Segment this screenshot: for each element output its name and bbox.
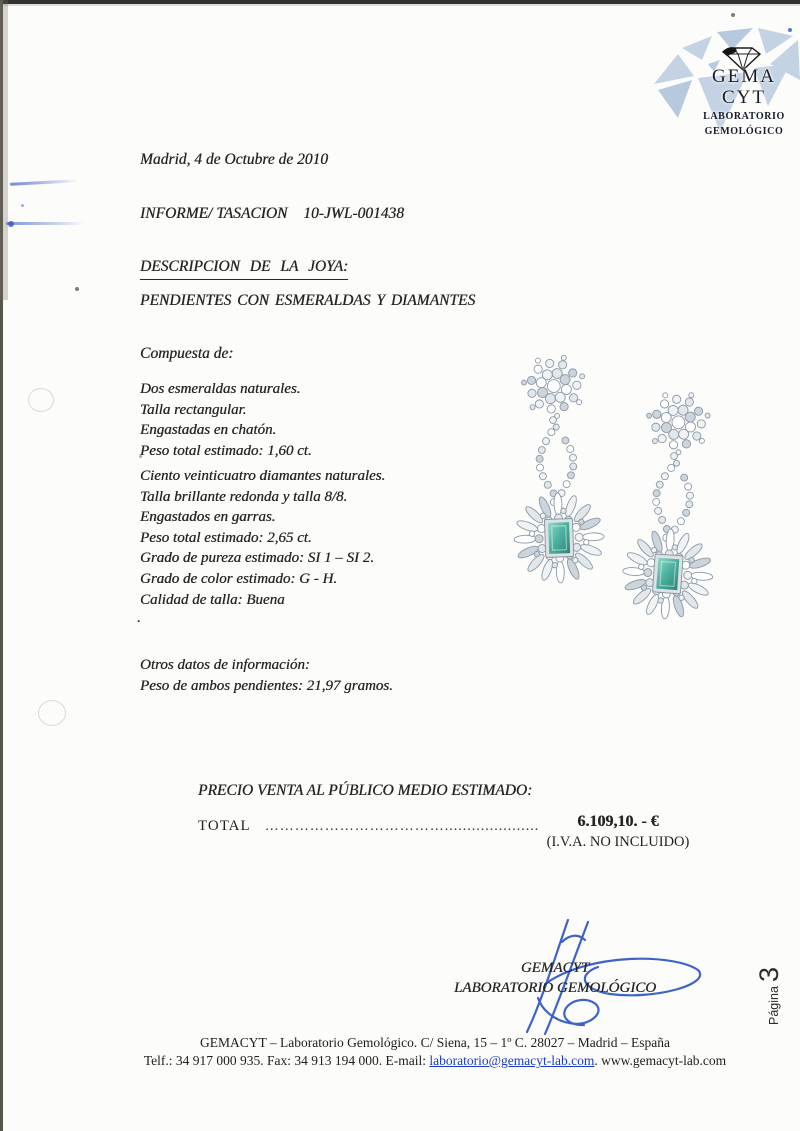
spec-line: Engastados en garras. — [140, 509, 276, 526]
spec-line: Talla brillante redonda y talla 8/8. — [140, 488, 348, 505]
footer-address: GEMACYT – Laboratorio Gemológico. C/ Siena, 15 – 1º C. 28027 – Madrid – España — [199, 1035, 670, 1050]
signature-company: GEMACYT — [520, 960, 590, 976]
item-title: PENDIENTES CON ESMERALDAS Y DIAMANTES — [140, 292, 476, 309]
scan-smudge — [38, 700, 66, 726]
dateline: Madrid, 4 de Octubre de 2010 — [140, 151, 328, 168]
spec-line: Engastadas en chatón. — [140, 422, 277, 439]
page-number — [756, 951, 792, 1041]
emeralds-spec-block — [140, 379, 312, 461]
diamonds-spec-block — [140, 466, 385, 610]
signature-lab: LABORATORIO GEMOLÓGICO — [453, 980, 657, 996]
report-label: INFORME/ TASACION — [140, 205, 288, 222]
pen-mark — [6, 222, 84, 225]
scan-speck — [731, 13, 735, 17]
scan-edge-top-shadow — [0, 4, 800, 6]
spec-line: Grado de pureza estimado: SI 1 – SI 2. — [140, 550, 375, 567]
spec-line: Dos esmeraldas naturales. — [140, 381, 301, 397]
stray-period: . — [137, 610, 141, 626]
spec-line: Calidad de talla: Buena — [140, 591, 285, 608]
logo-sub-line1: LABORATORIO — [703, 111, 785, 122]
logo-brand-line1: GEMA — [712, 66, 776, 87]
other-info-heading: Otros datos de información: — [140, 657, 310, 673]
logo-sub-line2: GEMOLÓGICO — [704, 125, 784, 137]
dot-leader: ………………………………..................... — [264, 819, 540, 834]
spec-line: Ciento veinticuatro diamantes naturales. — [140, 468, 386, 484]
price-amount-column — [538, 813, 698, 851]
report-number: 10-JWL-001438 — [303, 205, 405, 222]
footer-phone-fax: Telf.: 34 917 000 935. Fax: 34 913 194 000. E-mail: — [143, 1053, 430, 1068]
vat-note: (I.V.A. NO INCLUIDO) — [546, 834, 690, 850]
spec-line: Peso total estimado: 2,65 ct. — [140, 529, 312, 546]
gemacyt-logo — [620, 20, 800, 138]
logo-text — [686, 66, 800, 137]
other-info-line: Peso de ambos pendientes: 21,97 gramos. — [140, 677, 393, 694]
pen-mark — [21, 204, 24, 207]
composed-label: Compuesta de: — [140, 345, 234, 362]
description-heading: DESCRIPCION DE LA JOYA: — [140, 257, 348, 280]
footer-contacts — [70, 1052, 800, 1070]
report-reference — [140, 204, 404, 225]
other-info-block — [140, 655, 393, 696]
page-number-label: Página — [767, 986, 781, 1025]
page-number-value: 3 — [754, 967, 784, 983]
total-row — [198, 817, 539, 835]
logo-brand-line2: CYT — [722, 87, 766, 108]
price-heading: PRECIO VENTA AL PÚBLICO MEDIO ESTIMADO: — [198, 782, 533, 799]
spec-line: Grado de color estimado: G - H. — [140, 570, 338, 587]
spec-line: Talla rectangular. — [140, 401, 247, 418]
total-amount: 6.109,10. - € — [577, 813, 659, 830]
footer-website: . www.gemacyt-lab.com — [594, 1053, 727, 1068]
total-label: TOTAL — [198, 818, 251, 834]
footer — [70, 1034, 800, 1070]
scan-smudge — [28, 388, 54, 412]
earrings-photo — [492, 350, 732, 622]
signature-block — [415, 958, 695, 998]
scan-speck — [75, 287, 79, 291]
email-link[interactable]: laboratorio@gemacyt-lab.com — [429, 1053, 595, 1068]
pen-mark — [8, 221, 14, 227]
scan-edge-left-band — [0, 0, 8, 300]
pen-mark — [10, 179, 78, 186]
spec-line: Peso total estimado: 1,60 ct. — [140, 442, 312, 459]
